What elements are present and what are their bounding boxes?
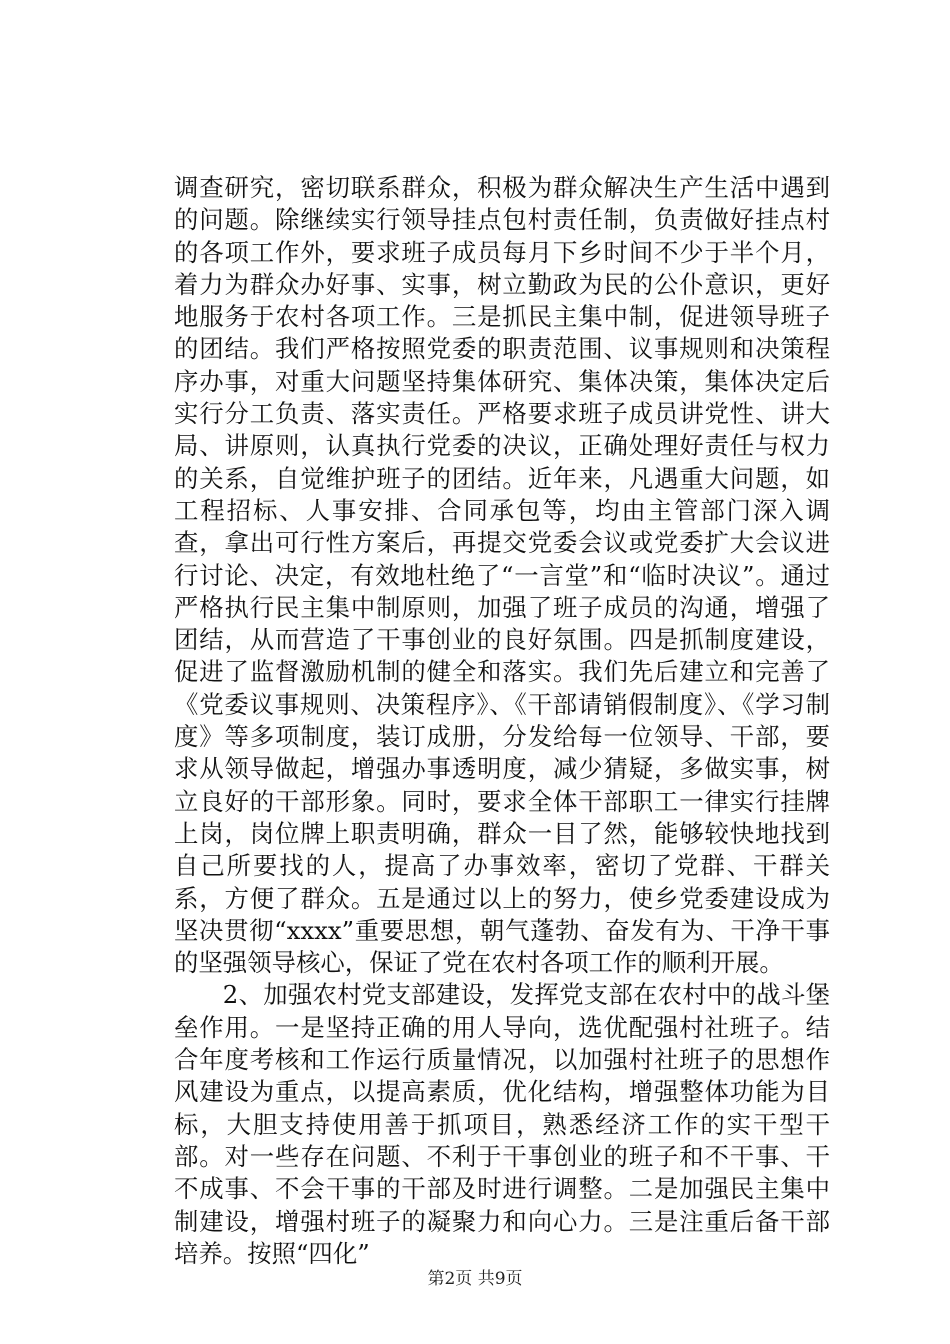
page-number-footer: 第2页 共9页 (427, 1269, 523, 1289)
paragraph-continuation: 调查研究，密切联系群众，积极为群众解决生产生活中遇到的问题。除继续实行领导挂点包村责任制，负责做好挂点村的各项工作外，要求班子成员每月下乡时间不少于半个月，着力为群众办好事、实事，树立勤政为民的公仆意识，更好地服务于农村各项工作。三是抓民主集中制，促进领导班子的团结。我们严格按照党委的职责范围、议事规则和决策程序办事，对重大问题坚持集体研究、集体决策，集体决定后实行分工负责、落实责任。严格要求班子成员讲党性、讲大局、讲原则，认真执行党委的决议，正确处理好责任与权力的关系，自觉维护班子的团结。近年来，凡遇重大问题，如工程招标、人事安排、合同承包等，均由主管部门深入调查，拿出可行性方案后，再提交党委会议或党委扩大会议进行讨论、决定，有效地杜绝了“一言堂”和“临时决议”。通过严格执行民主集中制原则，加强了班子成员的沟通，增强了团结，从而营造了干事创业的良好氛围。四是抓制度建设，促进了监督激励机制的健全和落实。我们先后建立和完善了《党委议事规则、决策程序》、《干部请销假制度》、《学习制度》等多项制度，装订成册，分发给每一位领导、干部，要求从领导做起，增强办事透明度，减少猜疑，多做实事，树立良好的干部形象。同时，要求全体干部职工一律实行挂牌上岗，岗位牌上职责明确，群众一目了然，能够较快地找到自己所要找的人，提高了办事效率，密切了党群、干群关系，方便了群众。五是通过以上的努力，使乡党委建设成为坚决贯彻“xxxx”重要思想，朝气蓬勃、奋发有为、干净干事的坚强领导核心，保证了党在农村各项工作的顺利开展。 (174, 173, 830, 978)
document-body (174, 172, 830, 1270)
paragraph-section-2: 2、加强农村党支部建设，发挥党支部在农村中的战斗堡垒作用。一是坚持正确的用人导向，选优配强村社班子。结合年度考核和工作运行质量情况，以加强村社班子的思想作风建设为重点，以提高素质，优化结构，增强整体功能为目标，大胆支持使用善于抓项目，熟悉经济工作的实干型干部。对一些存在问题、不利于干事创业的班子和不干事、干不成事、不会干事的干部及时进行调整。二是加强民主集中制建设，增强村班子的凝聚力和向心力。三是注重后备干部培养。按照“四化” (174, 980, 830, 1268)
